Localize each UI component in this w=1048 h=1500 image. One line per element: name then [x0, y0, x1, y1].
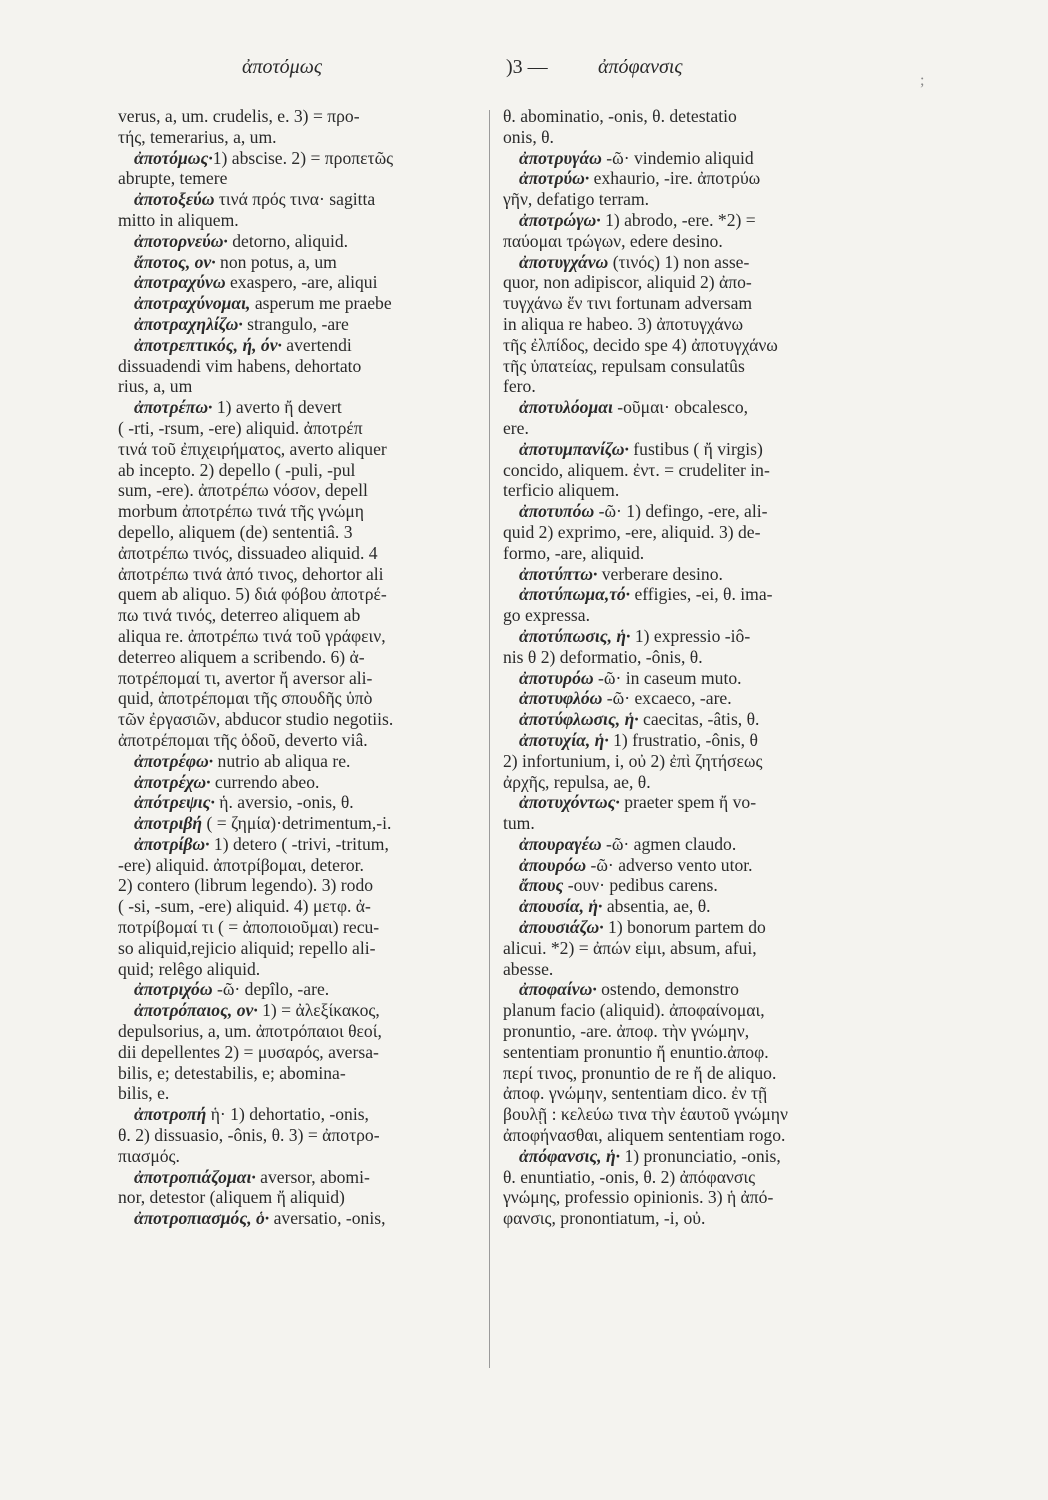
entry-text: -ere) aliquid. ἀποτρίβομαι, deteror. [118, 854, 364, 875]
entry-line [118, 1104, 478, 1125]
headword: ἀποτυγχάνω [519, 251, 609, 272]
entry-line [503, 1063, 871, 1084]
entry-line [118, 792, 478, 813]
entry-text: θ. 2) dissuasio, -ônis, θ. 3) = ἀποτρο- [118, 1125, 380, 1146]
entry-line [118, 751, 478, 772]
entry-text: tum. [503, 813, 535, 834]
entry-line [118, 875, 478, 896]
entry-text: 1) expressio -iô- [630, 625, 751, 646]
entry-line [118, 543, 478, 564]
entry-line [118, 917, 478, 938]
entry-text: ἀποφ. γνώμην, sententiam dico. ἐν τῇ [503, 1083, 768, 1104]
entry-line [503, 751, 871, 772]
entry-line [118, 189, 478, 210]
entry-text: bilis, e; detestabilis, e; abomina- [118, 1062, 346, 1083]
entry-text: exhaurio, -ire. ἀποτρύω [589, 168, 761, 189]
entry-line [503, 522, 871, 543]
entry-text: πιασμός. [118, 1145, 180, 1166]
headword: ἀποτυφλόω [519, 688, 603, 709]
headword: ἀποτραχύνω [134, 272, 226, 293]
entry-text: ere. [503, 417, 529, 438]
entry-line [503, 418, 871, 439]
headword: ἀποτυπόω [519, 501, 595, 522]
entry-line [503, 896, 871, 917]
entry-line [118, 584, 478, 605]
entry-text: exaspero, -are, aliqui [225, 272, 378, 293]
entry-line [118, 1125, 478, 1146]
entry-text: ποτρίβομαί τι ( = ἀποποιοῦμαι) recu- [118, 917, 380, 938]
entry-text: ἀποφήνασθαι, aliquem sententiam rogo. [503, 1125, 786, 1146]
headword: ἀποτυμπανίζω· [519, 438, 629, 459]
entry-line [503, 834, 871, 855]
entry-text: -ῶ· 1) defingo, -ere, ali- [594, 501, 768, 522]
entry-text: fustibus ( ἤ virgis) [628, 438, 763, 459]
entry-text: currendo abeo. [210, 771, 320, 792]
entry-line [118, 772, 478, 793]
entry-line [118, 647, 478, 668]
entry-text: strangulo, -are [242, 313, 349, 334]
headword: ἀπότρεψις· [134, 792, 215, 813]
entry-line [503, 293, 871, 314]
headword: ἀποτρύω· [519, 168, 590, 189]
entry-text: nor, detestor (aliquem ἤ aliquid) [118, 1187, 345, 1208]
entry-line [118, 252, 478, 273]
entry-line [503, 959, 871, 980]
headword: ἀπόφανσις, ἡ· [519, 1145, 621, 1166]
entry-line [118, 1000, 478, 1021]
entry-text: rius, a, um [118, 376, 193, 397]
entry-line [503, 917, 871, 938]
headword: ἀποτριβή [134, 813, 203, 834]
entry-text: ἀποτρέπομαι τῆς ὁδοῦ, deverto viâ. [118, 729, 368, 750]
headword: ἀποτροπιασμός, ὁ· [134, 1208, 270, 1229]
entry-text: 1) = ἀλεξίκακος, [257, 1000, 380, 1021]
entry-text: non potus, a, um [215, 251, 337, 272]
entry-line [503, 1000, 871, 1021]
entry-line [118, 480, 478, 501]
entry-line [503, 1208, 871, 1229]
entry-text: ἀρχῆς, repulsa, ae, θ. [503, 771, 651, 792]
entry-line [118, 709, 478, 730]
entry-text: pronuntio, -are. ἀποφ. τὴν γνώμην, [503, 1021, 750, 1042]
entry-line [118, 460, 478, 481]
entry-text: -οῦμαι· obcalesco, [612, 397, 749, 418]
headword: ἀποτύφλωσις, ἡ· [519, 709, 639, 730]
entry-text: ἡ. aversio, -onis, θ. [214, 792, 354, 813]
entry-line [503, 501, 871, 522]
entry-line [503, 1125, 871, 1146]
entry-line [503, 231, 871, 252]
entry-text: mitto in aliquem. [118, 209, 239, 230]
entry-text: deterreo aliquem a scribendo. 6) ἀ- [118, 646, 365, 667]
entry-line [118, 938, 478, 959]
entry-text: ἡ· 1) dehortatio, -onis, [206, 1104, 369, 1125]
entry-line [118, 626, 478, 647]
entry-line [503, 335, 871, 356]
entry-text: aliqua re. ἀποτρέπω τινά τοῦ γράφειν, [118, 625, 386, 646]
headword: ἀποφαίνω· [519, 979, 597, 1000]
left-column [118, 106, 478, 1229]
entry-text: abesse. [503, 958, 554, 979]
entry-line [503, 584, 871, 605]
entry-line [503, 314, 871, 335]
entry-line [503, 647, 871, 668]
entry-text: caecitas, -âtis, θ. [638, 709, 760, 730]
entry-line [118, 418, 478, 439]
entry-text: -ῶ· depîlo, -are. [212, 979, 330, 1000]
entry-text: sententiam pronuntio ἤ enuntio.ἀποφ. [503, 1041, 769, 1062]
headword: ἀποτρέφω· [134, 750, 214, 771]
entry-text: verberare desino. [597, 563, 723, 584]
right-running-head: ἀπόφανσις [598, 56, 683, 78]
entry-line [118, 668, 478, 689]
entry-line [503, 668, 871, 689]
entry-line [118, 855, 478, 876]
headword: ἄποτος, ον· [134, 251, 216, 272]
entry-line [503, 938, 871, 959]
headword: ἀποτρυγάω [519, 147, 602, 168]
entry-line [118, 1063, 478, 1084]
entry-text: concido, aliquem. ἐντ. = crudeliter in- [503, 459, 770, 480]
entry-text: -ουν· pedibus carens. [563, 875, 718, 896]
column-divider [489, 110, 490, 1368]
headword: ἀπουσία, ἡ· [519, 896, 603, 917]
entry-text: τινά τοῦ ἐπιχειρήματος, averto aliquer [118, 438, 387, 459]
entry-line [118, 1042, 478, 1063]
headword: ἀποτύπωμα,τό· [519, 584, 631, 605]
entry-line [118, 730, 478, 751]
entry-text: aversor, abomi- [255, 1166, 370, 1187]
entry-text: παύομαι τρώγων, edere desino. [503, 230, 723, 251]
entry-line [503, 543, 871, 564]
entry-text: βουλῇ : κελεύω τινα τὴν ἑαυτοῦ γνώμην [503, 1104, 788, 1125]
entry-line [118, 106, 478, 127]
headword: ἀποτυλόομαι [519, 397, 613, 418]
entry-line [503, 252, 871, 273]
entry-line [503, 272, 871, 293]
entry-text: τυγχάνω ἔν τινι fortunam adversam [503, 293, 753, 314]
headword: ἀποτρώγω· [519, 209, 601, 230]
entry-text: ἀποτρέπω τινά ἀπό τινος, dehortor ali [118, 563, 384, 584]
entry-text: nis θ 2) deformatio, -ônis, θ. [503, 646, 703, 667]
entry-line [118, 356, 478, 377]
entry-text: 1) abrodo, -ere. *2) = [600, 209, 756, 230]
entry-text: depello, aliquem (de) sententiâ. 3 [118, 521, 353, 542]
entry-line [118, 231, 478, 252]
entry-line [503, 605, 871, 626]
entry-text: absentia, ae, θ. [602, 896, 711, 917]
entry-line [118, 1167, 478, 1188]
headword: ἀπουραγέω [519, 833, 602, 854]
entry-text: avertendi [281, 334, 352, 355]
entry-line [118, 439, 478, 460]
entry-line [118, 127, 478, 148]
entry-text: terficio aliquem. [503, 480, 620, 501]
entry-text: depulsorius, a, um. ἀποτρόπαιοι θεοί, [118, 1021, 382, 1042]
headword: ἀποτύπτω· [519, 563, 598, 584]
entry-text: -ῶ· agmen claudo. [601, 833, 737, 854]
entry-text: 2) contero (librum legendo). 3) rodo [118, 875, 374, 896]
entry-text: praeter spem ἤ vo- [619, 792, 757, 813]
right-column [503, 106, 871, 1229]
entry-line [118, 272, 478, 293]
entry-text: ( = ζημία)·detrimentum,-i. [202, 813, 392, 834]
headword: ἀποτροπή [134, 1104, 207, 1125]
entry-line [118, 314, 478, 335]
entry-text: (τινός) 1) non asse- [608, 251, 750, 272]
entry-line [118, 397, 478, 418]
entry-text: dissuadendi vim habens, dehortato [118, 355, 362, 376]
entry-text: 1) averto ἤ devert [212, 397, 342, 418]
entry-line [118, 1083, 478, 1104]
entry-line [503, 564, 871, 585]
entry-line [503, 1187, 871, 1208]
entry-text: aversatio, -onis, [269, 1208, 386, 1229]
entry-text: 1) frustratio, -ônis, θ [608, 729, 758, 750]
entry-line [118, 335, 478, 356]
entry-text: πω τινά τινός, deterreo aliquem ab [118, 605, 361, 626]
headword: ἀποτυρόω [519, 667, 594, 688]
left-running-head: ἀποτόμως [242, 56, 322, 78]
entry-line [503, 875, 871, 896]
entry-line [503, 127, 871, 148]
headword: ἀποτραχύνομαι, [134, 293, 251, 314]
entry-text: morbum ἀποτρέπω τινά τῆς γνώμη [118, 501, 364, 522]
entry-text: alicui. *2) = ἀπών εἰμι, absum, afui, [503, 937, 757, 958]
entry-line [503, 1104, 871, 1125]
entry-line [503, 148, 871, 169]
entry-text: so aliquid,rejicio aliquid; repello ali- [118, 937, 376, 958]
headword: ἀποτυχία, ἡ· [519, 729, 609, 750]
entry-line [503, 730, 871, 751]
entry-text: 1) pronunciatio, -onis, [620, 1145, 781, 1166]
entry-text: ποτρέπομαί τι, avertor ἤ aversor ali- [118, 667, 373, 688]
entry-line [118, 376, 478, 397]
entry-line [503, 356, 871, 377]
entry-text: quor, non adipiscor, aliquid 2) ἀπο- [503, 272, 752, 293]
entry-line [118, 1021, 478, 1042]
entry-text: abrupte, temere [118, 168, 228, 189]
entry-text: -ῶ· in caseum muto. [593, 667, 742, 688]
entry-text: -ῶ· excaeco, -are. [602, 688, 732, 709]
entry-line [118, 293, 478, 314]
margin-mark: ; [920, 72, 925, 89]
entry-text: fero. [503, 376, 536, 397]
entry-text: onis, θ. [503, 126, 554, 147]
entry-text: quid; relêgo aliquid. [118, 958, 261, 979]
entry-line [503, 688, 871, 709]
headword: ἀποτορνεύω· [134, 230, 228, 251]
entry-line [118, 979, 478, 1000]
entry-line [503, 626, 871, 647]
entry-line [118, 1208, 478, 1229]
entry-text: verus, a, um. crudelis, e. 3) = προ- [118, 106, 360, 126]
entry-line [118, 688, 478, 709]
entry-text: quid 2) exprimo, -ere, aliquid. 3) de- [503, 521, 761, 542]
entry-line [118, 564, 478, 585]
entry-line [118, 168, 478, 189]
entry-line [118, 959, 478, 980]
entry-line [503, 439, 871, 460]
entry-text: θ. abominatio, -onis, θ. detestatio [503, 106, 737, 126]
entry-text: τινά πρός τινα· sagitta [214, 189, 376, 210]
entry-line [503, 855, 871, 876]
entry-text: τῆς ὑπατείας, repulsam consulatûs [503, 355, 745, 376]
entry-text: in aliqua re habeo. 3) ἀποτυγχάνω [503, 313, 744, 334]
headword: ἀποτρόπαιος, ον· [134, 1000, 258, 1021]
entry-text: effigies, -ei, θ. ima- [630, 584, 773, 605]
entry-text: quid, ἀποτρέπομαι τῆς σπουδῆς ὑπὸ [118, 688, 373, 709]
entry-text: planum facio (aliquid). ἀποφαίνομαι, [503, 1000, 765, 1021]
entry-text: 1) abscise. 2) = προπετῶς [212, 147, 394, 168]
entry-text: ( -si, -sum, -ere) aliquid. 4) μετφ. ἀ- [118, 896, 371, 917]
entry-line [503, 397, 871, 418]
entry-text: formo, -are, aliquid. [503, 542, 645, 563]
entry-text: detorno, aliquid. [227, 230, 349, 251]
entry-line [503, 709, 871, 730]
headword: ἀποτρεπτικός, ή, όν· [134, 334, 282, 355]
entry-text: περί τινος, pronuntio de re ἤ de aliquo. [503, 1062, 777, 1083]
entry-text: ab incepto. 2) depello ( -puli, -pul [118, 459, 356, 480]
headword: ἀποτροπιάζομαι· [134, 1166, 256, 1187]
entry-line [503, 813, 871, 834]
headword: ἀποτραχηλίζω· [134, 313, 243, 334]
entry-line [503, 772, 871, 793]
entry-line [503, 106, 871, 127]
entry-text: φανσις, pronontiatum, -i, οὐ. [503, 1208, 706, 1229]
entry-line [503, 979, 871, 1000]
entry-line [118, 522, 478, 543]
entry-line [503, 1042, 871, 1063]
entry-text: 2) infortunium, i, οὐ 2) ἐπὶ ζητήσεως [503, 750, 763, 771]
entry-line [118, 834, 478, 855]
headword: ἀποτύπωσις, ἡ· [519, 625, 631, 646]
headword: ἀποτρέπω· [134, 397, 213, 418]
entry-text: quem ab aliquo. 5) διά φόβου ἀποτρέ- [118, 584, 387, 605]
entry-line [503, 792, 871, 813]
entry-text: -ῶ· vindemio aliquid [601, 147, 754, 168]
entry-line [503, 460, 871, 481]
entry-line [503, 376, 871, 397]
page-number: )3 — [506, 56, 548, 78]
entry-text: 1) bonorum partem do [603, 917, 766, 938]
entry-line [503, 168, 871, 189]
headword: ἀποτριχόω [134, 979, 213, 1000]
entry-text: ἀποτρέπω τινός, dissuadeo aliquid. 4 [118, 542, 378, 563]
entry-text: ( -rti, -rsum, -ere) aliquid. ἀποτρέπ [118, 417, 363, 438]
entry-text: ostendo, demonstro [596, 979, 739, 1000]
headword: ἄπους [519, 875, 564, 896]
entry-text: -ῶ· adverso vento utor. [586, 854, 753, 875]
entry-text: γνώμης, professio opinionis. 3) ἡ ἀπό- [503, 1187, 774, 1208]
entry-text: τῆς ἐλπίδος, decido spe 4) ἀποτυγχάνω [503, 334, 778, 355]
headword: ἀποτοξεύω [134, 189, 215, 210]
headword: ἀπουρόω [519, 854, 587, 875]
entry-line [118, 210, 478, 231]
entry-line [118, 1146, 478, 1167]
entry-text: asperum me praebe [250, 293, 392, 314]
entry-line [118, 1187, 478, 1208]
headword: ἀποτρέχω· [134, 771, 211, 792]
entry-line [503, 1021, 871, 1042]
entry-text: go expressa. [503, 605, 590, 626]
entry-line [503, 1146, 871, 1167]
entry-line [118, 896, 478, 917]
headword: ἀποτυχόντως· [519, 792, 620, 813]
entry-line [503, 480, 871, 501]
entry-line [118, 501, 478, 522]
entry-line [503, 210, 871, 231]
entry-text: sum, -ere). ἀποτρέπω νόσον, depell [118, 480, 368, 501]
entry-line [503, 189, 871, 210]
entry-line [118, 605, 478, 626]
entry-line [118, 813, 478, 834]
headword: ἀπουσιάζω· [519, 917, 604, 938]
entry-text: τής, temerarius, a, um. [118, 126, 277, 147]
entry-text: 1) detero ( -trivi, -tritum, [209, 833, 389, 854]
entry-text: τῶν ἐργασιῶν, abducor studio negotiis. [118, 709, 394, 730]
headword: ἀποτρίβω· [134, 833, 210, 854]
entry-text: θ. enuntiatio, -onis, θ. 2) ἀπόφανσις [503, 1166, 756, 1187]
headword: ἀποτόμως· [134, 147, 213, 168]
entry-line [503, 1167, 871, 1188]
entry-text: γῆν, defatigo terram. [503, 189, 650, 210]
entry-text: nutrio ab aliqua re. [213, 750, 351, 771]
entry-text: dii depellentes 2) = μυσαρός, aversa- [118, 1041, 379, 1062]
entry-line [503, 1083, 871, 1104]
entry-text: bilis, e. [118, 1083, 170, 1104]
entry-line [118, 148, 478, 169]
